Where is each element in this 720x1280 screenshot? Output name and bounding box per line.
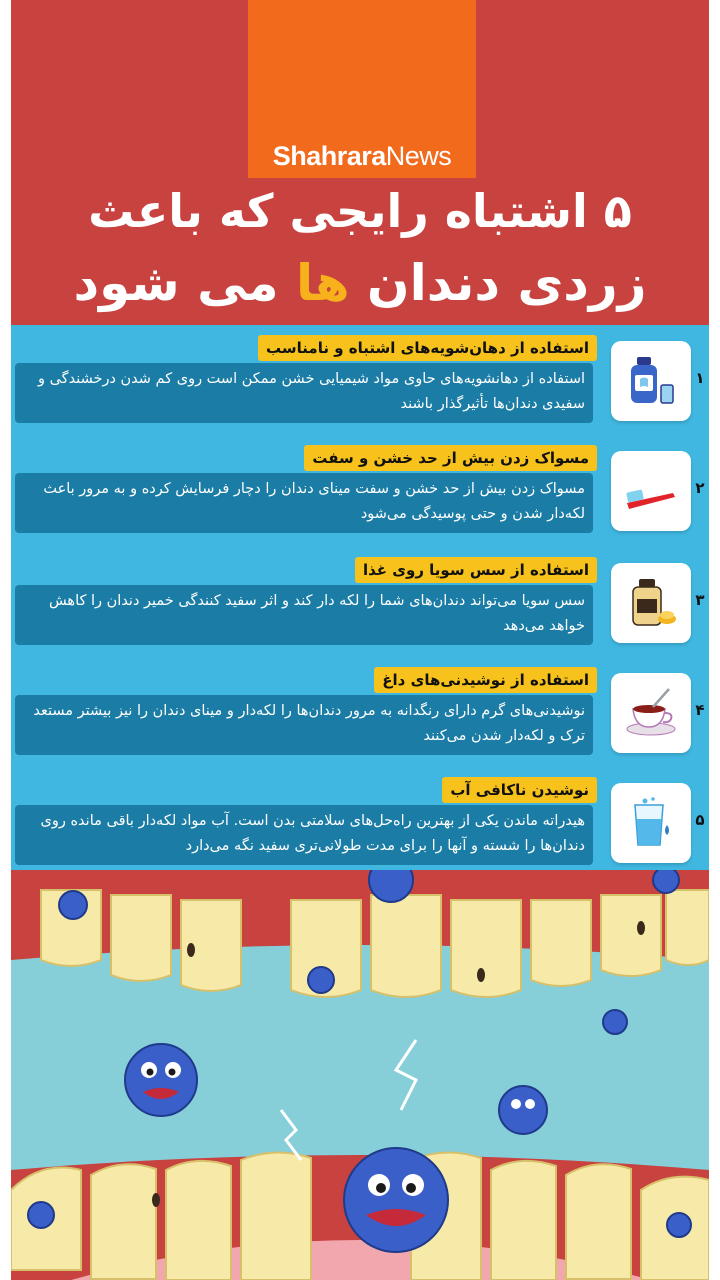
item-number: ۴ — [695, 701, 705, 719]
item-heading: استفاده از سس سویا روی غذا — [355, 557, 597, 583]
logo-box — [248, 0, 476, 178]
list-item — [11, 335, 709, 435]
item-description: مسواک زدن بیش از حد خشن و سفت مینای دندان را دچار فرسایش کرده و به مرور باعث لکه‌دار شدن و حتی پوسیدگی می‌شود — [15, 473, 593, 533]
item-description: نوشیدنی‌های گرم دارای رنگدانه به مرور دندان‌ها را لکه‌دار و مینای دندان را نیز بیشتر مستعد ترک و لکه‌دار شدن می‌کنند — [15, 695, 593, 755]
item-description: هیدراته ماندن یکی از بهترین راه‌حل‌های سلامتی بدن است. آب مواد لکه‌دار باقی مانده روی دندان‌ها را شسته و آنها را برای مدت طولانی‌تری سفید نگه می‌دارد — [15, 805, 593, 865]
item-number: ۳ — [695, 591, 705, 609]
infographic — [11, 0, 709, 1280]
page-title-line1: ۵ اشتباه رایجی که باعث — [88, 184, 632, 238]
item-number: ۲ — [695, 479, 705, 497]
toothbrush-icon — [611, 451, 691, 531]
brand-name-bold: Shahrara — [272, 141, 386, 171]
brand-name-light: News — [385, 141, 452, 171]
soy-sauce-icon — [611, 563, 691, 643]
list-item — [11, 445, 709, 545]
teeth-illustration — [11, 870, 709, 1280]
header — [11, 0, 709, 325]
item-number: ۱ — [695, 369, 705, 387]
mouth-scene-icon — [11, 870, 709, 1280]
item-description: استفاده از دهانشویه‌های حاوی مواد شیمیایی خشن ممکن است روی کم شدن درخشندگی و سفیدی دندان‌ها تأثیرگذار باشند — [15, 363, 593, 423]
page-title-line2 — [11, 254, 709, 312]
title-part1: زردی دندان — [349, 254, 647, 312]
mouthwash-icon — [611, 341, 691, 421]
item-description: سس سویا می‌تواند دندان‌های شما را لکه دار کند و اثر سفید کنندگی خمیر دندان را کاهش خواهد می‌دهد — [15, 585, 593, 645]
title-highlight: ها — [296, 254, 350, 312]
list-item — [11, 557, 709, 657]
item-heading: مسواک زدن بیش از حد خشن و سفت — [304, 445, 597, 471]
item-heading: نوشیدن ناکافی آب — [442, 777, 597, 803]
list-item — [11, 777, 709, 877]
tips-list — [11, 325, 709, 870]
tea-cup-icon — [611, 673, 691, 753]
water-glass-icon — [611, 783, 691, 863]
item-heading: استفاده از نوشیدنی‌های داغ — [374, 667, 597, 693]
item-heading: استفاده از دهان‌شویه‌های اشتباه و نامناسب — [258, 335, 597, 361]
title-part2: می شود — [73, 254, 297, 312]
brand-logo — [248, 141, 476, 172]
list-item — [11, 667, 709, 767]
item-number: ۵ — [695, 811, 705, 829]
